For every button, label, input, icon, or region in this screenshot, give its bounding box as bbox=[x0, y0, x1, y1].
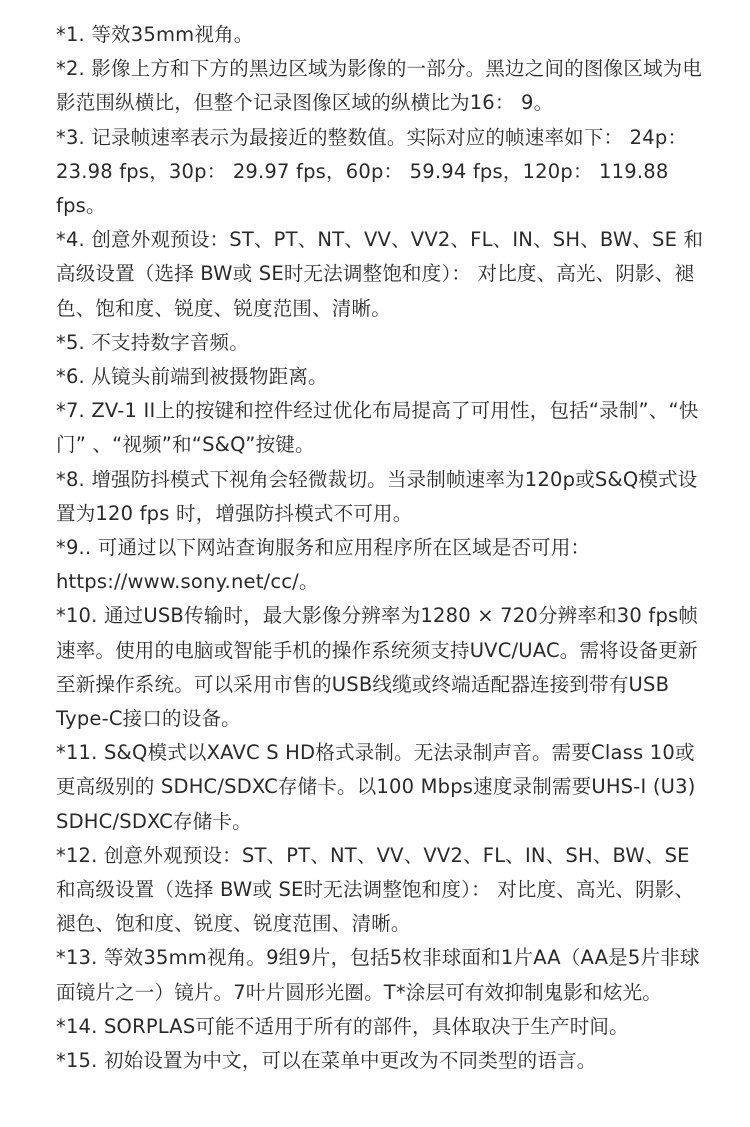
footnote-9: *9.. 可通过以下网站查询服务和应用程序所在区域是否可用：https://www.sony.net/cc/。 bbox=[56, 536, 591, 594]
footnote-4: *4. 创意外观预设：ST、PT、NT、VV、VV2、FL、IN、SH、BW、SE 和高级设置（选择 BW或 SE时无法调整饱和度）： 对比度、高光、阴影、褪色、饱和度、锐度、锐度范围、清晰。 bbox=[56, 228, 704, 320]
footnote-13: *13. 等效35mm视角。9组9片，包括5枚非球面和1片AA（AA是5片非球面镜片之一）镜片。7叶片圆形光圈。T*涂层可有效抑制鬼影和炫光。 bbox=[56, 946, 700, 1004]
footnote-2: *2. 影像上方和下方的黑边区域为影像的一部分。黑边之间的图像区域为电影范围纵横比，但整个记录图像区域的纵横比为16： 9。 bbox=[56, 57, 703, 115]
footnote-14: *14. SORPLAS可能不适用于所有的部件，具体取决于生产时间。 bbox=[56, 1014, 629, 1038]
footnote-8: *8. 增强防抖模式下视角会轻微裁切。当录制帧速率为120p或S&Q模式设置为120 fps 时，增强防抖模式不可用。 bbox=[56, 467, 698, 525]
footnote-1: *1. 等效35mm视角。 bbox=[56, 23, 254, 46]
footnote-12: *12. 创意外观预设：ST、PT、NT、VV、VV2、FL、IN、SH、BW、SE 和高级设置（选择 BW或 SE时无法调整饱和度）： 对比度、高光、阴影、褪色、饱和度、锐度、锐度范围、清晰。 bbox=[56, 843, 695, 936]
footnote-15: *15. 初始设置为中文，可以在菜单中更改为不同类型的语言。 bbox=[56, 1049, 597, 1073]
footnote-10: *10. 通过USB传输时，最大影像分辨率为1280 × 720分辨率和30 fps帧速率。使用的电脑或智能手机的操作系统须支持UVC/UAC。需将设备更新至新操作系统。可以采用市售的USB线缆或终端适配器连接到带有USB Type-C接口的设备。 bbox=[56, 604, 699, 731]
footnote-list bbox=[56, 18, 712, 1078]
footnote-3: *3. 记录帧速率表示为最接近的整数值。实际对应的帧速率如下： 24p： 23.98 fps，30p： 29.97 fps，60p： 59.94 fps，120p： 119.88 fps。 bbox=[56, 125, 688, 218]
footnote-7: *7. ZV-1 II上的按键和控件经过优化布局提高了可用性，包括“录制”、“快门” 、“视频”和“S&Q”按键。 bbox=[56, 399, 699, 457]
footnote-5: *5. 不支持数字音频。 bbox=[56, 330, 249, 354]
footnote-11: *11. S&Q模式以XAVC S HD格式录制。无法录制声音。需要Class 10或更高级别的 SDHC/SDXC存储卡。以100 Mbps速度录制需要UHS-I (U3) SDHC/SDXC存储卡。 bbox=[56, 741, 696, 833]
footnote-6: *6. 从镜头前端到被摄物距离。 bbox=[56, 365, 328, 389]
